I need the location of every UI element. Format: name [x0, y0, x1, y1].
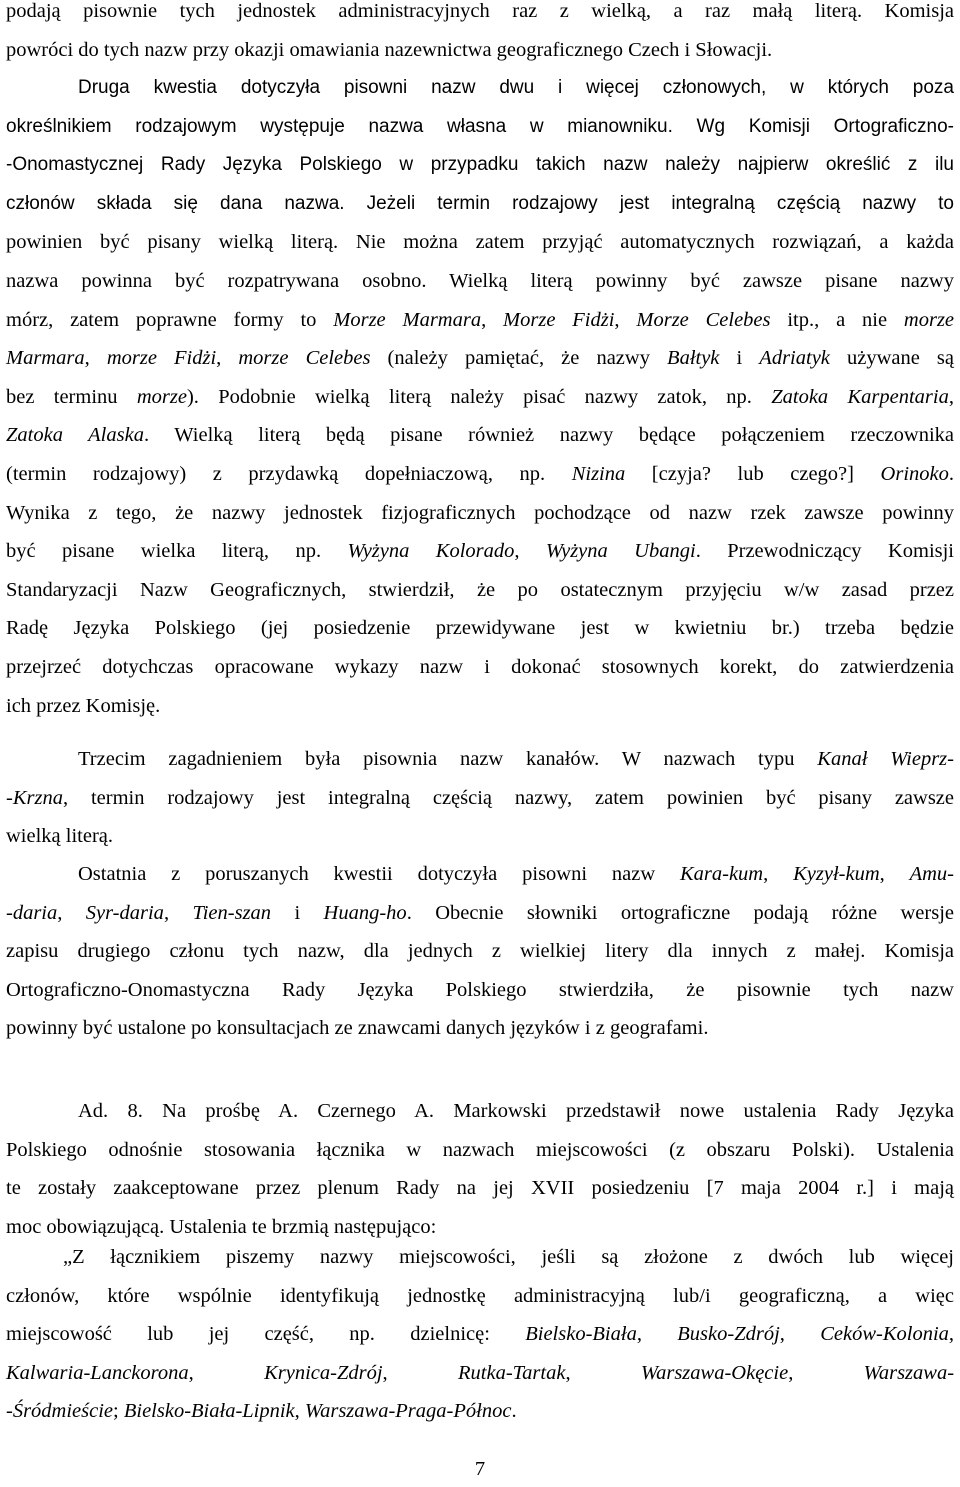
quotation — [6, 1238, 954, 1431]
text-line: zapisu drugiego członu tych nazw, dla jednych z wielkiej litery dla innych z małej. Komisja — [6, 940, 954, 963]
text-line: miejscowość lub jej część, np. dzielnicę: Bielsko-Biała, Busko-Zdrój, Ceków-Kolonia, — [6, 1323, 955, 1346]
text-line: Ortograficzno-Onomastyczna Rady Języka Polskiego stwierdziła, że pisownie tych nazw — [6, 978, 954, 1001]
italic-run: morze — [136, 385, 187, 408]
text-line: te zostały zaakceptowane przez plenum Rady na jej XVII posiedzeniu [7 maja 2004 r.] i mają — [6, 1177, 954, 1200]
italic-run: morze Fidżi — [106, 347, 217, 370]
text-line: -daria, Syr-daria, Tien-szan i Huang-ho. Obecnie słowniki ortograficzne podają różne wersje — [6, 901, 954, 924]
italic-run: mórz, zatem poprawne formy to — [6, 308, 334, 331]
italic-run: Krynica-Zdrój — [264, 1361, 383, 1384]
text-line: Polskiego odnośnie stosowania łącznika w nazwach miejscowości (z obszaru Polski). Ustalenia — [6, 1138, 954, 1161]
text-line: mórz, zatem poprawne formy to Morze Marmara, Morze Fidżi, Morze Celebes itp., a nie morze — [6, 308, 955, 331]
italic-run: Orinoko — [880, 462, 949, 485]
italic-run: Morze Marmara — [333, 308, 482, 331]
italic-run: -Krzna — [6, 786, 63, 809]
italic-run: Bielsko-Biała — [525, 1323, 637, 1346]
text-line: określnikiem rodzajowym występuje nazwa własna w mianowniku. Wg Komisji Ortograficzno- — [6, 115, 954, 137]
text-line: przejrzeć dotychczas opracowane wykazy nazw i dokonać stosownych korekt, do zatwierdzenia — [6, 655, 954, 678]
text-line: ich przez Komisję. — [6, 694, 161, 717]
text-line: wielką literą. — [6, 825, 114, 848]
italic-run: -Śródmieście — [6, 1400, 114, 1423]
italic-run: Wyżyna Ubangi — [545, 540, 696, 563]
text-line: -Śródmieście; Bielsko-Biała-Lipnik, Warszawa-Praga-Północ. — [6, 1400, 517, 1423]
italic-run: Zatoka Karpentaria — [771, 385, 949, 408]
italic-run: Warszawa- — [863, 1361, 955, 1384]
paragraph — [6, 1092, 954, 1246]
text-line: Marmara, morze Fidżi, morze Celebes (należy pamiętać, że nazwy Bałtyk i Adriatyk używane są — [6, 347, 954, 370]
italic-run: Kanał Wieprz- — [817, 748, 954, 770]
text-line: być pisane wielka literą, np. Wyżyna Kolorado, Wyżyna Ubangi. Przewodniczący Komisji — [6, 540, 955, 563]
text-line: „Z łącznikiem piszemy nazwy miejscowości, jeśli są złożone z dwóch lub więcej — [63, 1246, 954, 1268]
italic-run: Morze Celebes — [636, 308, 771, 331]
italic-run: Syr-daria — [85, 901, 164, 924]
italic-run: Rutka-Tartak — [458, 1361, 566, 1384]
italic-run: -daria — [6, 901, 58, 924]
italic-run: Bielsko-Biała-Lipnik — [123, 1400, 295, 1423]
italic-run: Adriatyk — [759, 347, 830, 370]
text-line: powinien być pisany wielką literą. Nie można zatem przyjąć automatycznych rozwiązań, a każda — [6, 231, 954, 254]
italic-run: Kara-kum — [679, 863, 764, 885]
italic-run: Busko-Zdrój — [677, 1323, 780, 1346]
italic-run: Tien-szan — [192, 901, 272, 924]
paragraph — [6, 855, 954, 1048]
italic-run: Morze Fidżi — [503, 308, 615, 331]
text-line: podają pisownie tych jednostek administracyjnych raz z wielką, a raz małą literą. Komisja — [6, 0, 954, 22]
italic-run: morze Celebes — [238, 347, 371, 370]
text-line: Ostatnia z poruszanych kwestii dotyczyła pisowni nazw Kara-kum, Kyzył-kum, Amu- — [78, 863, 954, 885]
italic-run: Kalwaria-Lanckorona — [6, 1361, 189, 1384]
text-line: Druga kwestia dotyczyła pisowni nazw dwu i więcej członowych, w których poza — [78, 77, 954, 98]
text-line: -Onomastycznej Rady Języka Polskiego w przypadku takich nazw należy najpierw określić z ilu — [6, 154, 954, 176]
text-line: Standaryzacji Nazw Geograficznych, stwierdził, że po ostatecznym przyjęciu w/w zasad przez — [6, 578, 954, 601]
italic-run: Amu- — [909, 863, 954, 885]
paragraph — [6, 0, 954, 69]
italic-run: Ceków-Kolonia — [820, 1323, 949, 1346]
italic-run: morze — [903, 308, 955, 331]
italic-run: Nizina — [571, 462, 626, 485]
italic-run: Bałtyk — [667, 347, 720, 370]
text-line: Trzecim zagadnieniem była pisownia nazw kanałów. W nazwach typu Kanał Wieprz- — [78, 748, 954, 770]
italic-run: Zatoka Alaska — [6, 424, 144, 447]
paragraph — [6, 69, 954, 725]
text-line: powróci do tych nazw przy okazji omawiania nazewnictwa geograficznego Czech i Słowacji. — [6, 38, 773, 61]
italic-run: Wyżyna Kolorado — [347, 540, 515, 563]
text-line: Wynika z tego, że nazwy jednostek fizjograficznych pochodzące od nazw rzek zawsze powinny — [6, 501, 954, 524]
italic-run: Huang-ho — [323, 901, 407, 924]
text-line: (termin rodzajowy) z przydawką dopełniaczową, np. Nizina [czyja? lub czego?] Orinoko. — [6, 462, 954, 485]
italic-run: Warszawa-Okęcie — [640, 1361, 789, 1384]
text-line: Ad. 8. Na prośbę A. Czernego A. Markowski przedstawił nowe ustalenia Rady Języka — [78, 1100, 954, 1122]
italic-run: Marmara — [6, 347, 85, 370]
text-line: członów, które wspólnie identyfikują jednostkę administracyjną lub/i geograficzną, a więc — [6, 1284, 954, 1307]
text-line: nazwa powinna być rozpatrywana osobno. Wielką literą powinny być zawsze pisane nazwy — [6, 269, 954, 292]
text-line: -Krzna, termin rodzajowy jest integralną częścią nazwy, zatem powinien być pisany zawsze — [6, 786, 954, 809]
italic-run: Warszawa-Praga-Północ — [304, 1400, 512, 1423]
page-number: 7 — [474, 1458, 486, 1480]
paragraph — [6, 740, 954, 856]
text-line: członów składa się dana nazwa. Jeżeli termin rodzajowy jest integralną częścią nazwy to — [6, 192, 954, 214]
text-line: moc obowiązującą. Ustalenia te brzmią następująco: — [6, 1215, 437, 1238]
text-line: powinny być ustalone po konsultacjach ze znawcami danych języków i z geografami. — [6, 1017, 709, 1040]
text-line: Kalwaria-Lanckorona, Krynica-Zdrój, Rutka-Tartak, Warszawa-Okęcie, Warszawa- — [6, 1361, 955, 1384]
text-line: Zatoka Alaska. Wielką literą będą pisane również nazwy będące połączeniem rzeczownika — [6, 424, 954, 447]
text-line: bez terminu morze). Podobnie wielką literą należy pisać nazwy zatok, np. Zatoka Karpentaria, — [6, 385, 954, 408]
italic-run: Kyzył-kum — [793, 863, 880, 885]
text-line: Radę Języka Polskiego (jej posiedzenie przewidywane jest w kwietniu br.) trzeba będzie — [6, 617, 954, 640]
